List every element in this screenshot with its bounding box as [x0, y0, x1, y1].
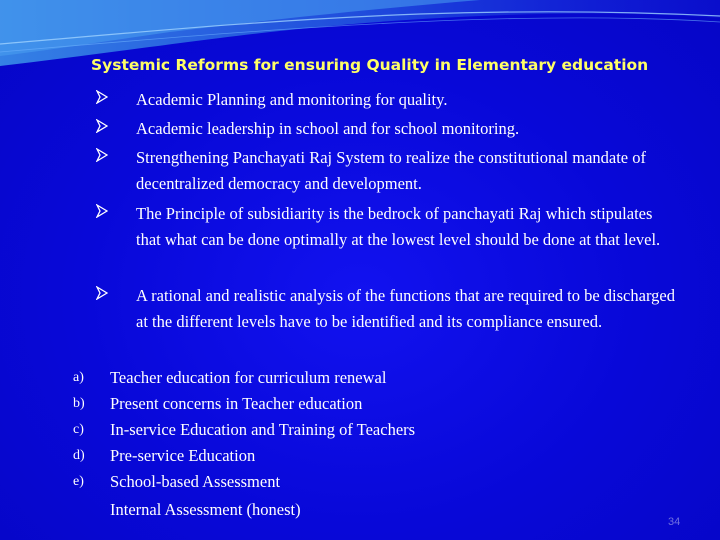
bullet-text: A rational and realistic analysis of the functions that are required to be discharged at the different levels have to be identified and its compliance ensured. [136, 286, 675, 331]
arrow-bullet-icon [96, 286, 108, 300]
arrow-bullet-icon [96, 204, 108, 218]
arrow-bullet-icon [96, 148, 108, 162]
bullet-text: Academic leadership in school and for school monitoring. [136, 119, 520, 138]
bullet-text: Strengthening Panchayati Raj System to realize the constitutional mandate of decentralized democracy and development. [136, 148, 646, 193]
extra-line: Internal Assessment (honest) [110, 500, 301, 519]
arrow-bullet-icon [96, 119, 108, 133]
slide-title: Systemic Reforms for ensuring Quality in Elementary education [91, 56, 649, 74]
list-item-text: Present concerns in Teacher education [110, 394, 363, 413]
bullet-text: The Principle of subsidiarity is the bedrock of panchayati Raj which stipulates that what can be done optimally at the lowest level should be done at that level. [136, 204, 661, 249]
list-item-text: In-service Education and Training of Teachers [110, 420, 416, 439]
list-item-label: d) [73, 448, 85, 463]
list-item-label: b) [73, 396, 85, 411]
list-item-text: School-based Assessment [110, 472, 281, 491]
arrow-bullet-icon [96, 90, 108, 104]
page-number: 34 [668, 516, 681, 528]
list-item-label: c) [73, 422, 84, 437]
list-item-label: e) [73, 474, 84, 489]
list-item-label: a) [73, 370, 84, 385]
list-item-text: Pre-service Education [110, 446, 256, 465]
list-item-text: Teacher education for curriculum renewal [110, 368, 387, 387]
bullet-text: Academic Planning and monitoring for quality. [136, 90, 448, 109]
